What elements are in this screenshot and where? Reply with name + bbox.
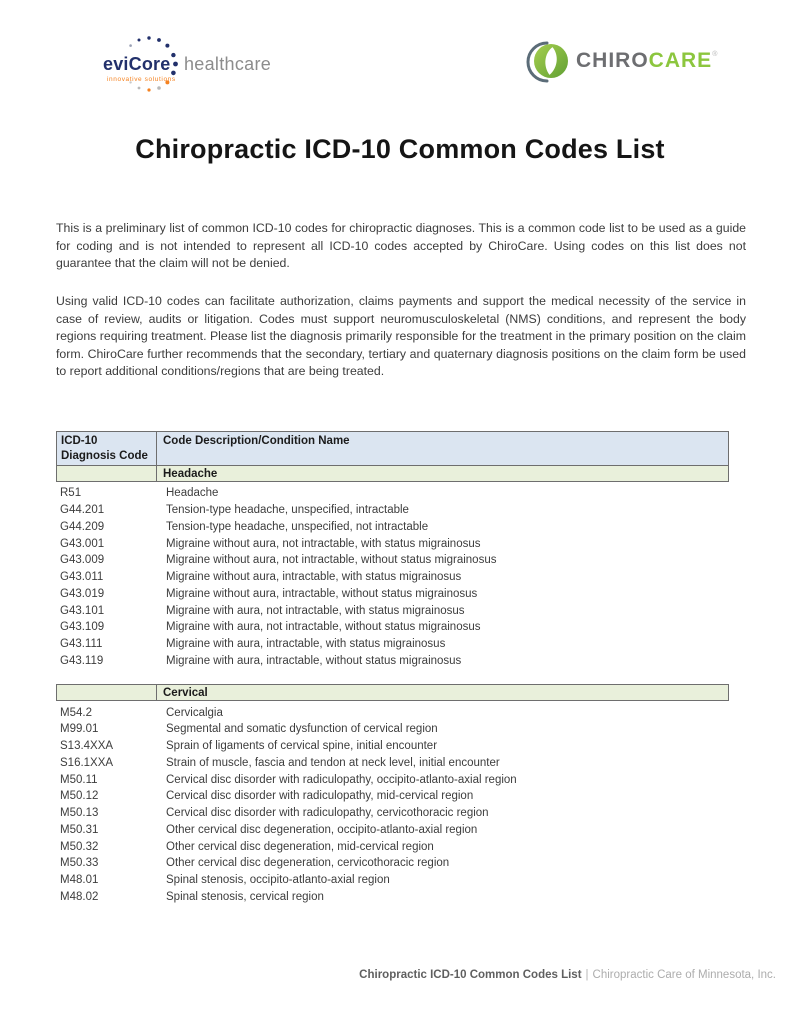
code-cell: G43.011 (60, 571, 104, 584)
code-cell: G43.111 (60, 638, 103, 651)
code-cell: S13.4XXA (60, 740, 114, 753)
footer-separator: | (585, 969, 589, 981)
intro-paragraph-2: Using valid ICD-10 codes can facilitate authorization, claims payments and support the medical necessity of the service in case of review, audits or litigation. Codes must support neuromusculoskeletal (NMS) conditions, and represent the body regions requiring treatment. Please list the diagnosis primarily responsible for the treatment in the primary position on the claim form. ChiroCare further recommends that the secondary, tertiary and quaternary diagnosis positions on the claim form be used to report additional conditions/regions that are being treated. (56, 294, 746, 379)
column-header-diagnosis-code (57, 432, 157, 465)
table-row (56, 586, 729, 603)
chiro-text: CHIRO (576, 49, 649, 72)
registered-mark: ® (712, 51, 719, 58)
code-cell: G43.101 (60, 604, 105, 617)
table-row (56, 569, 729, 586)
table-row (56, 519, 729, 536)
code-cell: M50.13 (60, 807, 99, 820)
footer-company-name: Chiropractic Care of Minnesota, Inc. (592, 969, 776, 981)
table-row (56, 872, 729, 889)
table-row (56, 653, 729, 670)
description-cell: Other cervical disc degeneration, cervicothoracic region (166, 857, 450, 870)
table-row (56, 822, 729, 839)
section-header-headache (56, 465, 729, 482)
code-cell: G43.009 (60, 554, 105, 567)
page-footer (359, 969, 776, 981)
icd10-code-table (56, 431, 729, 907)
table-row (56, 502, 729, 519)
description-cell: Other cervical disc degeneration, mid-cervical region (166, 840, 434, 853)
code-cell: M50.12 (60, 790, 99, 803)
code-cell: M99.01 (60, 723, 99, 736)
chirocare-wordmark (576, 49, 718, 73)
code-cell: M48.01 (60, 874, 99, 887)
section-header-code-cell (57, 466, 157, 481)
section-rows-headache (56, 485, 729, 669)
description-cell: Strain of muscle, fascia and tendon at neck level, initial encounter (166, 756, 500, 769)
column-header-line2: Diagnosis Code (61, 449, 148, 462)
evicore-wordmark: eviCore (103, 54, 171, 74)
code-cell: M50.31 (60, 823, 99, 836)
section-header-cervical (56, 684, 729, 701)
evicore-healthcare-text: healthcare (184, 54, 272, 74)
section-header-label: Headache (163, 468, 218, 480)
table-row (56, 738, 729, 755)
column-header-description (157, 432, 728, 465)
description-cell: Cervicalgia (166, 706, 223, 719)
page-title: Chiropractic ICD-10 Common Codes List (135, 134, 665, 164)
table-row (56, 602, 729, 619)
description-cell: Spinal stenosis, cervical region (166, 890, 324, 903)
code-table-sections (56, 465, 729, 905)
code-cell: G43.109 (60, 621, 105, 634)
table-row (56, 485, 729, 502)
table-row (56, 721, 729, 738)
code-cell: M50.32 (60, 840, 99, 853)
section-rows-cervical (56, 704, 729, 905)
code-cell: G44.209 (60, 520, 105, 533)
code-cell: R51 (60, 487, 82, 500)
table-row (56, 535, 729, 552)
description-cell: Migraine without aura, not intractable, without status migrainosus (166, 554, 497, 567)
section-header-label: Cervical (163, 687, 208, 700)
table-row (56, 552, 729, 569)
table-row (56, 755, 729, 772)
table-row (56, 788, 729, 805)
description-cell: Cervical disc disorder with radiculopathy, occipito-atlanto-axial region (166, 773, 517, 786)
evicore-logo (100, 34, 270, 98)
description-cell: Migraine with aura, not intractable, without status migrainosus (166, 621, 481, 634)
description-cell: Segmental and somatic dysfunction of cervical region (166, 723, 438, 736)
table-row (56, 855, 729, 872)
description-cell: Migraine with aura, intractable, without status migrainosus (166, 654, 462, 667)
intro-paragraph-1: This is a preliminary list of common ICD-10 codes for chiropractic diagnoses. This is a common code list to be used as a guide for coding and is not intended to represent all ICD-10 codes accepted by ChiroCare. Using codes on this list does not guarantee that the claim will not be denied. (56, 221, 746, 271)
code-cell: S16.1XXA (60, 756, 114, 769)
chirocare-logo (525, 37, 718, 85)
description-cell: Migraine without aura, intractable, without status migrainosus (166, 587, 478, 600)
table-row (56, 704, 729, 721)
section-header-code-cell (57, 685, 157, 700)
code-cell: M50.33 (60, 857, 99, 870)
description-cell: Tension-type headache, unspecified, intractable (166, 504, 409, 517)
description-cell: Spinal stenosis, occipito-atlanto-axial region (166, 874, 390, 887)
column-header-description-label: Code Description/Condition Name (163, 435, 350, 447)
description-cell: Migraine with aura, not intractable, with status migrainosus (166, 604, 465, 617)
description-cell: Headache (166, 487, 219, 500)
description-cell: Cervical disc disorder with radiculopathy, cervicothoracic region (166, 807, 489, 820)
evicore-tagline: innovative solutions (107, 76, 176, 83)
footer-doc-title: Chiropractic ICD-10 Common Codes List (359, 969, 582, 981)
table-row (56, 771, 729, 788)
table-row (56, 838, 729, 855)
description-cell: Cervical disc disorder with radiculopathy, mid-cervical region (166, 790, 474, 803)
code-cell: G43.001 (60, 537, 105, 550)
chirocare-leaf-icon (525, 37, 571, 85)
code-cell: G43.019 (60, 587, 105, 600)
table-row (56, 636, 729, 653)
table-header-row (56, 431, 729, 466)
column-header-line1: ICD-10 (61, 435, 98, 447)
table-row (56, 619, 729, 636)
code-cell: M50.11 (60, 773, 98, 786)
care-text: CARE (648, 49, 713, 72)
description-cell: Migraine without aura, intractable, with status migrainosus (166, 571, 462, 584)
code-cell: G43.119 (60, 654, 104, 667)
description-cell: Other cervical disc degeneration, occipito-atlanto-axial region (166, 823, 478, 836)
description-cell: Migraine without aura, not intractable, with status migrainosus (166, 537, 481, 550)
description-cell: Sprain of ligaments of cervical spine, initial encounter (166, 740, 438, 753)
table-row (56, 805, 729, 822)
code-cell: G44.201 (60, 504, 105, 517)
code-cell: M48.02 (60, 890, 99, 903)
description-cell: Migraine with aura, intractable, with status migrainosus (166, 638, 446, 651)
description-cell: Tension-type headache, unspecified, not intractable (166, 520, 429, 533)
code-cell: M54.2 (60, 706, 92, 719)
table-row (56, 889, 729, 906)
